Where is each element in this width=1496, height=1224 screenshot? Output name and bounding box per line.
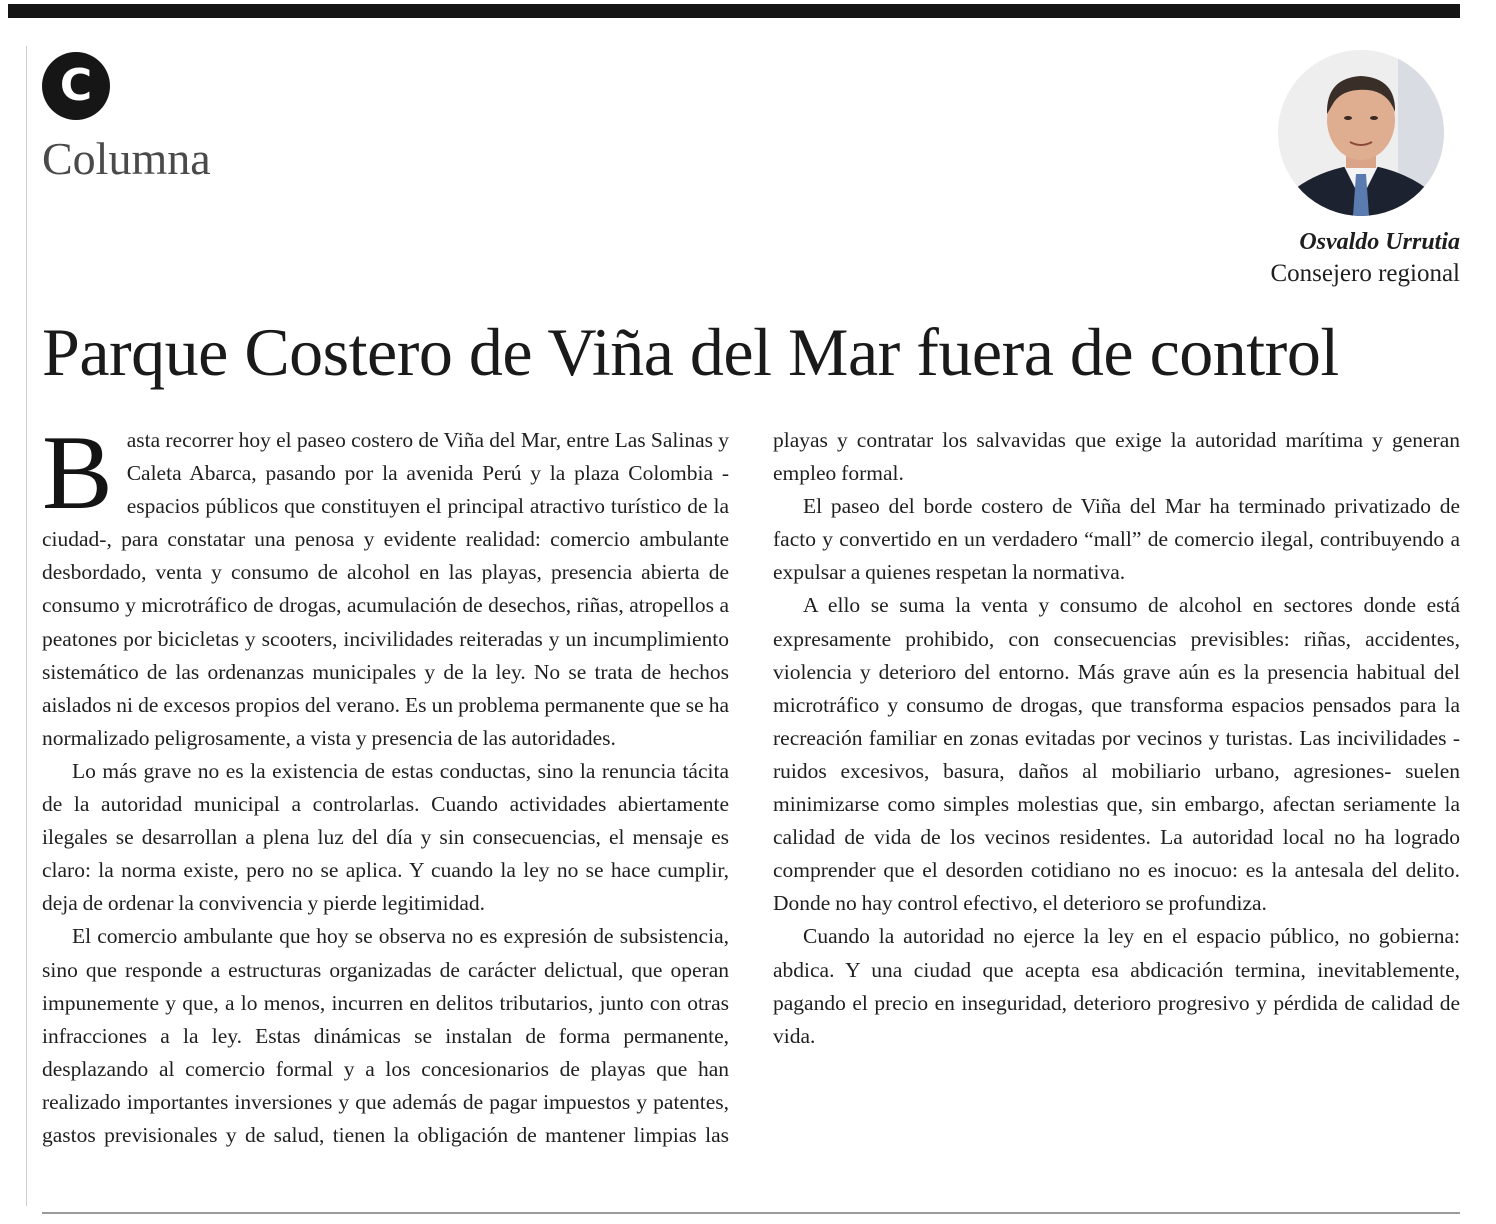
drop-cap: B xyxy=(42,414,113,531)
article-paragraph: A ello se suma la venta y consumo de alcohol en sectores donde está expresamente prohibido, con consecuencias previsibles: riñas, accidentes, violencia y deterioro del entorno. Más grave aún es la presencia habitual del microtráfico y consumo de drogas, que transforma espacios pensados para la recreación familiar en zonas evitadas por vecinos y turistas. Las incivilidades -ruidos excesivos, basura, daños al mobiliario urbano, agresiones- suelen minimizarse como simples molestias que, sin embargo, afectan seriamente la calidad de vida de los vecinos residentes. La autoridad local no ha logrado comprender que el desorden cotidiano no es inocuo: es la antesala del delito. Donde no hay control efectivo, el deterioro se profundiza. xyxy=(773,593,1460,916)
article-paragraph: Cuando la autoridad no ejerce la ley en el espacio público, no gobierna: abdica. Y una ciudad que acepta esa abdicación termina, inevitablemente, pagando el precio en inseguridad, deterioro progresivo y pérdida de calidad de vida. xyxy=(773,924,1460,1048)
article-paragraph: El paseo del borde costero de Viña del Mar ha terminado privatizado de facto y convertido en un verdadero “mall” de comercio ilegal, contribuyendo a expulsar a quienes respetan la normativa. xyxy=(773,494,1460,585)
top-rule xyxy=(8,4,1460,18)
author-name: Osvaldo Urrutia xyxy=(1299,229,1460,255)
author-role: Consejero regional xyxy=(1270,260,1460,287)
bottom-rule xyxy=(42,1212,1460,1214)
headline: Parque Costero de Viña del Mar fuera de control xyxy=(42,314,1339,390)
author-photo xyxy=(1278,50,1444,216)
section-label: Columna xyxy=(42,133,211,184)
section-badge: C xyxy=(42,52,110,120)
article-paragraph: El comercio ambulante que hoy se observa no es expresión de subsistencia, sino que responde a estructuras organizadas de carácter delictual, que operan impunemente y que, a lo menos, incurren en delitos tributarios, junto con otras infracciones a la ley. Estas dinámicas se instalan de forma permanente, desplazando al comercio formal y a los concesionarios de playas que han realizado importantes inversiones y que además de pagar impuestos y patentes, gastos previsionales y de salud, tienen la obligación de mantener limpias las playas y contratar los salvavidas que exige la autoridad marítima y generan empleo formal. xyxy=(42,428,1460,1147)
left-margin-rule xyxy=(26,46,27,1206)
article-paragraph: Basta recorrer hoy el paseo costero de Viña del Mar, entre Las Salinas y Caleta Abarca, pasando por la avenida Perú y la plaza Colombia -espacios públicos que constituyen el principal atractivo turístico de la ciudad-, para constatar una penosa y evidente realidad: comercio ambulante desbordado, venta y consumo de alcohol en las playas, presencia abierta de consumo y microtráfico de drogas, acumulación de desechos, riñas, atropellos a peatones por bicicletas y scooters, incivilidades reiteradas y un incumplimiento sistemático de las ordenanzas municipales y de la ley. No se trata de hechos aislados ni de excesos propios del verano. Es un problema permanente que se ha normalizado peligrosamente, a vista y presencia de las autoridades. xyxy=(42,414,729,750)
article-paragraph: Lo más grave no es la existencia de estas conductas, sino la renuncia tácita de la autoridad municipal a controlarlas. Cuando actividades abiertamente ilegales se desarrollan a plena luz del día y sin consecuencias, el mensaje es claro: la norma existe, pero no se aplica. Y cuando la ley no se hace cumplir, deja de ordenar la convivencia y pierde legitimidad. xyxy=(42,758,729,916)
article-body xyxy=(42,414,1460,1194)
